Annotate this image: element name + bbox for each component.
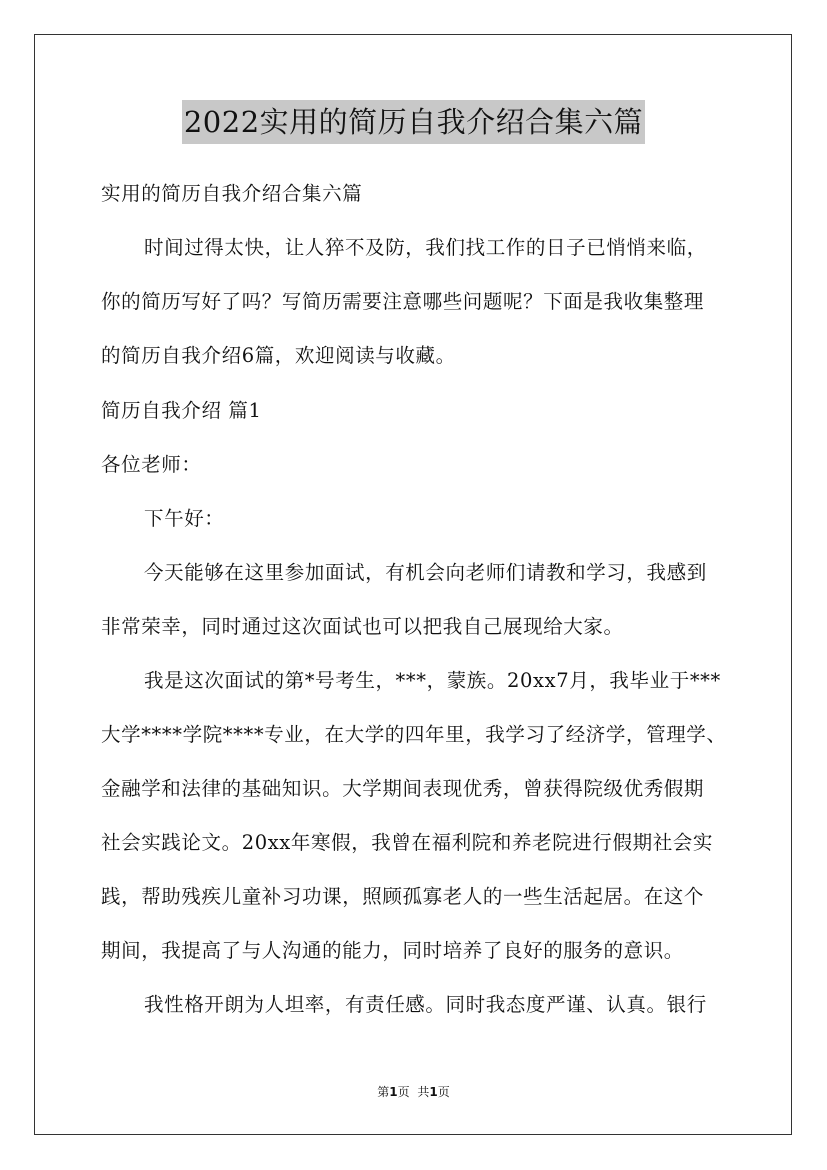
title-container [0,100,827,144]
page-footer [0,1084,827,1100]
section-heading: 简历自我介绍 篇1 [101,399,262,422]
page-prefix: 第 [377,1085,390,1099]
greeting-line: 下午好： [144,507,225,530]
paragraph-line: 践，帮助残疾儿童补习功课，照顾孤寡老人的一些生活起居。在这个 [101,885,705,908]
salutation-line: 各位老师： [101,453,202,476]
page-number: 1 [389,1085,398,1099]
paragraph-line: 我性格开朗为人坦率，有责任感。同时我态度严谨、认真。银行 [144,993,707,1016]
document-title: 2022实用的简历自我介绍合集六篇 [182,100,645,144]
paragraph-line: 我是这次面试的第*号考生，***，蒙族。20xx7月，我毕业于*** [144,669,721,692]
total-suffix: 页 [437,1085,450,1099]
paragraph-line: 期间，我提高了与人沟通的能力，同时培养了良好的服务的意识。 [101,939,684,962]
paragraph-line: 大学****学院****专业，在大学的四年里，我学习了经济学，管理学、 [101,723,727,746]
page-suffix: 页 [397,1085,410,1099]
total-prefix: 共 [417,1085,430,1099]
paragraph-line: 非常荣幸，同时通过这次面试也可以把我自己展现给大家。 [101,615,624,638]
paragraph-line: 社会实践论文。20xx年寒假，我曾在福利院和养老院进行假期社会实 [101,831,714,854]
paragraph-line: 的简历自我介绍6篇，欢迎阅读与收藏。 [101,344,456,367]
paragraph-line: 你的简历写好了吗？写简历需要注意哪些问题呢？下面是我收集整理 [101,290,705,313]
paragraph-line: 今天能够在这里参加面试，有机会向老师们请教和学习，我感到 [144,561,707,584]
paragraph-line: 金融学和法律的基础知识。大学期间表现优秀，曾获得院级优秀假期 [101,777,705,800]
subtitle-line: 实用的简历自我介绍合集六篇 [101,182,363,205]
total-pages: 1 [429,1085,438,1099]
paragraph-line: 时间过得太快，让人猝不及防，我们找工作的日子已悄悄来临， [144,236,707,259]
